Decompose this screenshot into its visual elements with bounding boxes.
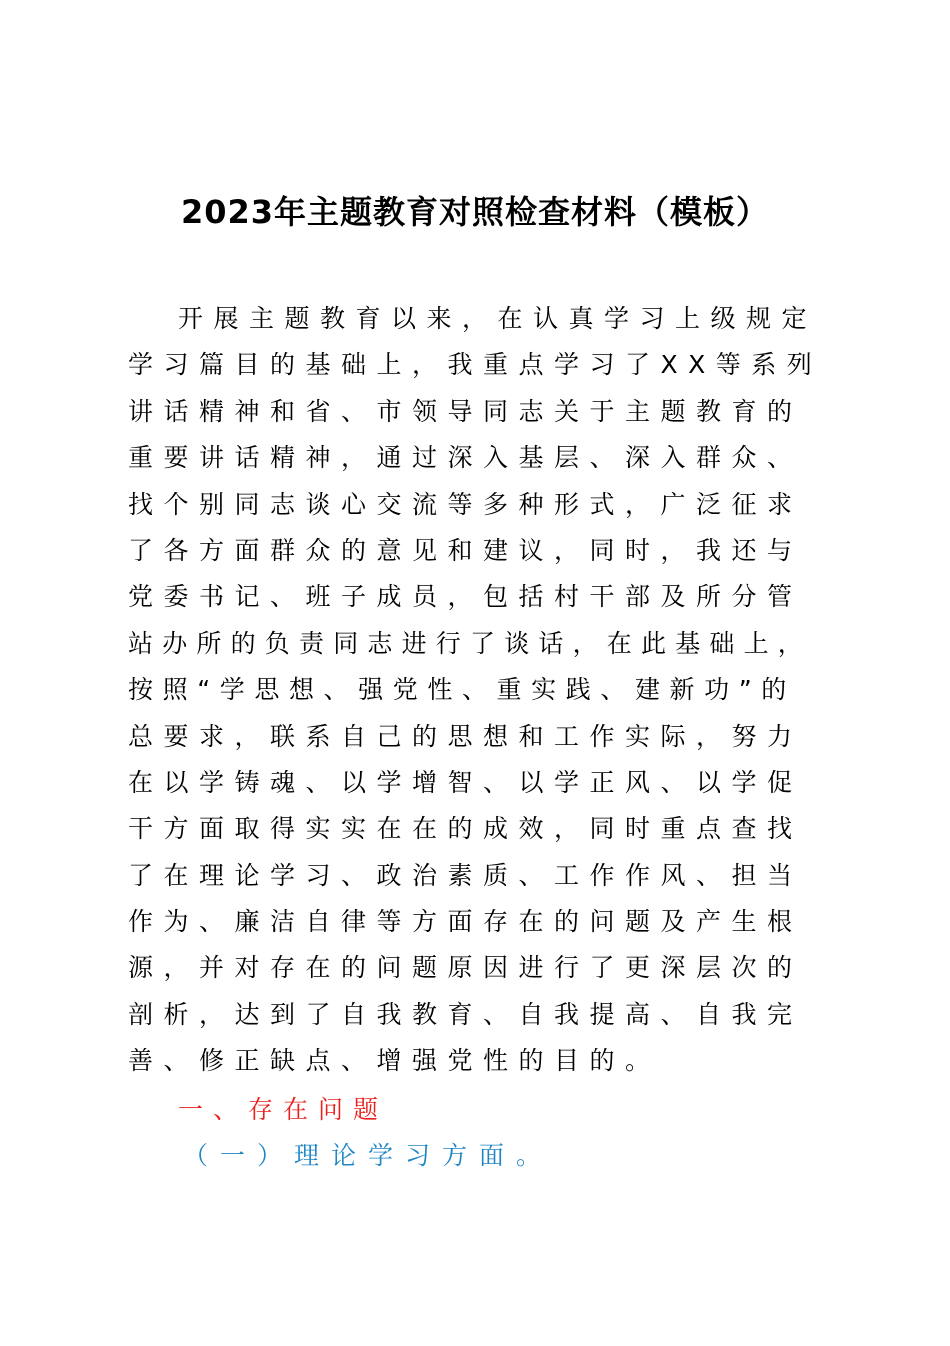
paragraph-line: 总要求，联系自己的思想和工作实际，努力 <box>128 721 803 751</box>
paragraph-line: 源，并对存在的问题原因进行了更深层次的 <box>128 953 803 983</box>
paragraph-line: 重要讲话精神，通过深入基层、深入群众、 <box>128 443 803 473</box>
paragraph-line: 了在理论学习、政治素质、工作作风、担当 <box>128 860 803 890</box>
paragraph-line: 干方面取得实实在在的成效，同时重点查找 <box>128 814 803 844</box>
paragraph-line: 党委书记、班子成员，包括村干部及所分管 <box>128 582 803 612</box>
section-heading: 一、存在问题 <box>178 1095 389 1124</box>
paragraph-line: 在以学铸魂、以学增智、以学正风、以学促 <box>128 767 803 797</box>
paragraph-line: 作为、廉洁自律等方面存在的问题及产生根 <box>128 907 803 937</box>
paragraph-line: 学习篇目的基础上，我重点学习了XX等系列 <box>128 350 823 380</box>
paragraph-line: 开展主题教育以来，在认真学习上级规定 <box>178 304 818 333</box>
paragraph-line: 找个别同志谈心交流等多种形式，广泛征求 <box>128 489 803 519</box>
document-title: 2023年主题教育对照检查材料（模板） <box>180 193 770 231</box>
paragraph-line: 站办所的负责同志进行了谈话，在此基础上， <box>128 628 813 658</box>
body-paragraph <box>128 296 838 1085</box>
subsection-heading: （一）理论学习方面。 <box>183 1141 554 1170</box>
paragraph-line: 剖析，达到了自我教育、自我提高、自我完 <box>128 999 803 1029</box>
paragraph-line: 讲话精神和省、市领导同志关于主题教育的 <box>128 396 803 426</box>
paragraph-line: 善、修正缺点、增强党性的目的。 <box>128 1046 661 1076</box>
paragraph-line: 了各方面群众的意见和建议，同时，我还与 <box>128 535 803 565</box>
paragraph-line: 按照“学思想、强党性、重实践、建新功”的 <box>128 675 796 705</box>
